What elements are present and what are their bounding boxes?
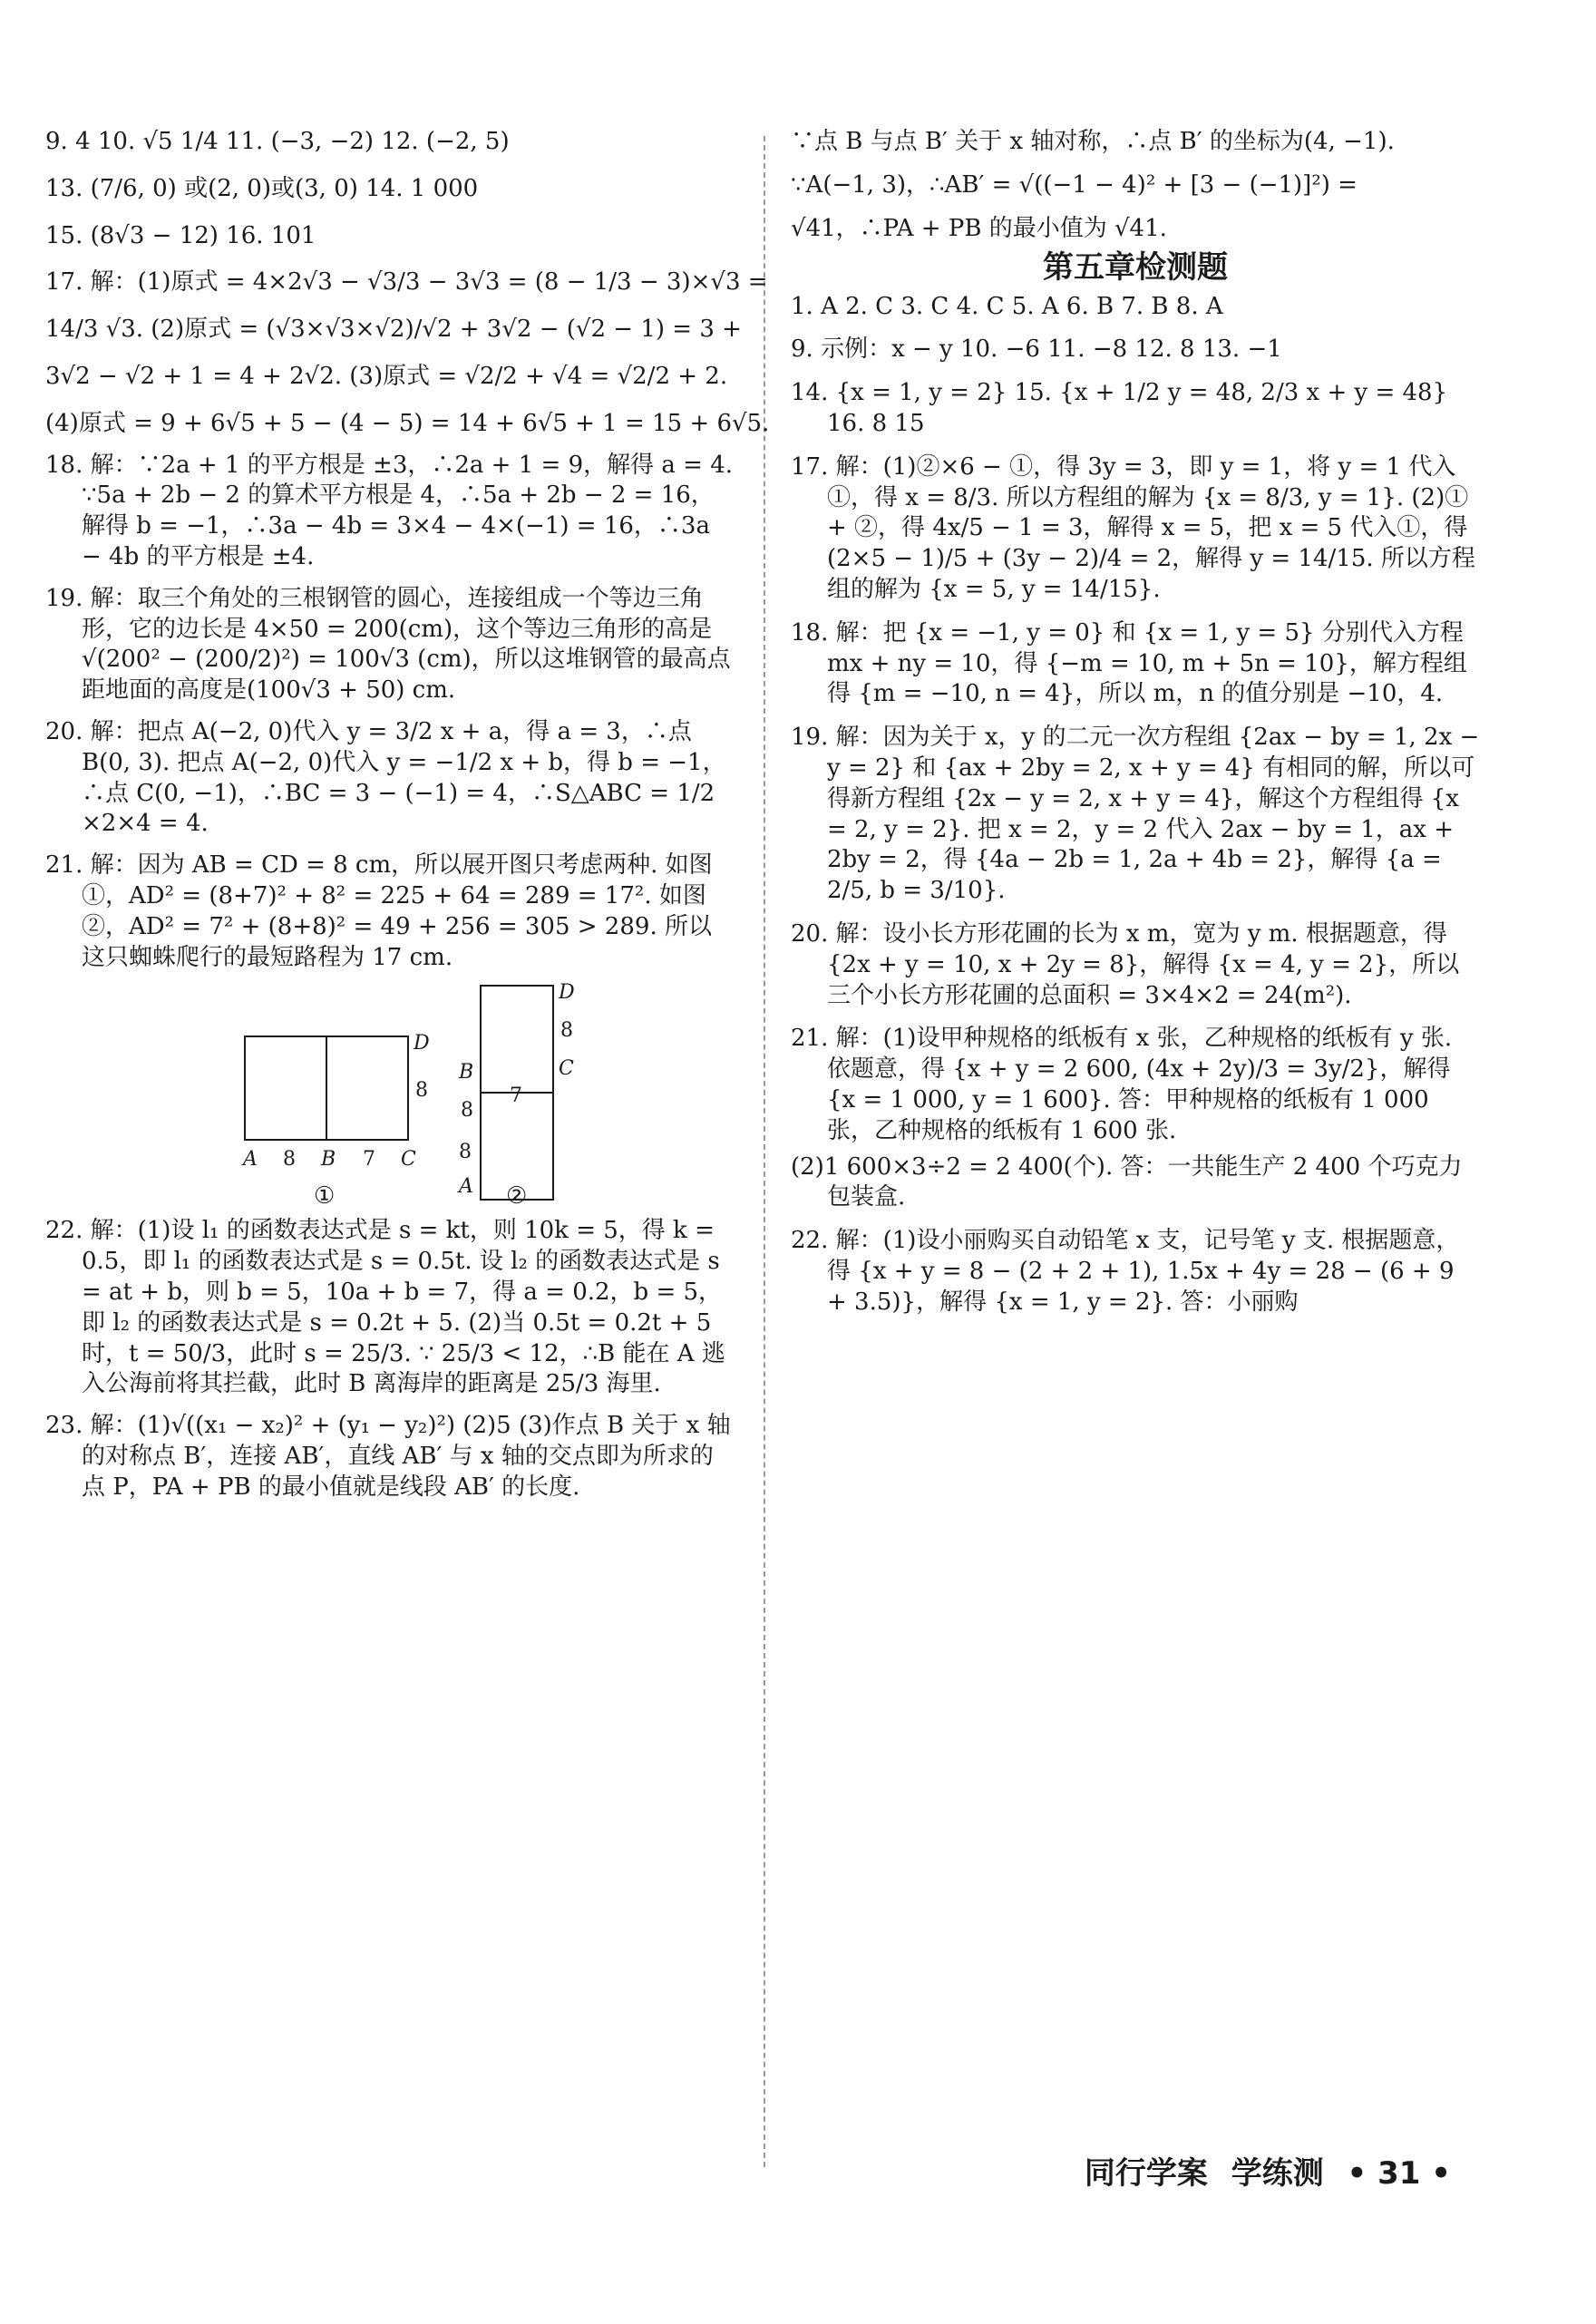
answer-17-line-4: (4)原式 = 9 + 6√5 + 5 − (4 − 5) = 14 + 6√5 + 1 = 15 + 6√5.: [45, 409, 770, 437]
fig1-label-c: C: [401, 1148, 416, 1172]
section-title: 第五章检测题: [1043, 249, 1228, 287]
column-divider: [764, 136, 765, 2167]
fig2-label-a: A: [459, 1175, 473, 1199]
answer-ch5-17: 17. 解：(1)②×6 − ①，得 3y = 3，即 y = 1，将 y = 1 代入①，得 x = 8/3. 所以方程组的解为 {x = 8/3, y = 1}. (2)① + ②，得 4x/5 − 1 = 3，解得 x = 5，把 x = 5 代入①，得 (2×5 − 1)/5 + (3y − 2)/4 = 2，解得 y = 14/15. 所以方程组的解为 {x = 5, y = 14/15}.: [791, 452, 1475, 603]
answer-ch5-18: 18. 解：把 {x = −1, y = 0} 和 {x = 1, y = 5} 分别代入方程 mx + ny = 10，得 {−m = 10, m + 5n = 10}，解方程组得 {m = −10, n = 4}，所以 m，n 的值分别是 −10，4.: [791, 618, 1467, 708]
answer-ch5-21: 21. 解：(1)设甲种规格的纸板有 x 张，乙种规格的纸板有 y 张. 依题意，得 {x + y = 2 600, (4x + 2y)/3 = 3y/2}，解得 {x = 1 000, y = 1 600}. 答：甲种规格的纸板有 1 000 张，乙种规格的纸板有 1 600 张.: [791, 1025, 1453, 1144]
fig1-label-bc: 7: [363, 1148, 375, 1172]
answer-23-cont-3: √41，∴PA + PB 的最小值为 √41.: [791, 214, 1167, 242]
net-diagram: [45, 977, 735, 1212]
answer-22: 22. 解：(1)设 l₁ 的函数表达式是 s = kt，则 10k = 5，得 k = 0.5，即 l₁ 的函数表达式是 s = 0.5t. 设 l₂ 的函数表达式是 s = at + b，则 b = 5，10a + b = 7，得 a = 0.2，b = 5，即 l₂ 的函数表达式是 s = 0.2t + 5. (2)当 0.5t = 0.2t + 5 时，t = 50/3，此时 s = 25/3. ∵ 25/3 < 12，∴B 能在 A 逃入公海前将其拦截，此时 B 离海岸的距离是 25/3 海里.: [45, 1217, 725, 1398]
answer-ch5-1-8: 1. A 2. C 3. C 4. C 5. A 6. B 7. B 8. A: [791, 292, 1223, 320]
fig2-label-c: C: [559, 1057, 574, 1081]
answer-19: 19. 解：取三个角处的三根钢管的圆心，连接组成一个等边三角形，它的边长是 4×50 = 200(cm)，这个等边三角形的高是 √(200² − (200/2)²) = 100√3 (cm)，所以这堆钢管的最高点距地面的高度是(100√3 + 50) cm.: [45, 584, 731, 705]
answer-ch5-14-16: 14. {x = 1, y = 2} 15. {x + 1/2 y = 48, 2/3 x + y = 48} 16. 8 15: [791, 379, 1448, 437]
fig2-label-mid: 7: [510, 1084, 522, 1108]
fig1-label-b: B: [321, 1148, 336, 1172]
answer-ch5-9-13: 9. 示例：x − y 10. −6 11. −8 12. 8 13. −1: [791, 335, 1282, 364]
footer-series: 学练测: [1231, 2155, 1324, 2192]
right-column: [791, 127, 1480, 1318]
answer-23-cont-1: ∵点 B 与点 B′ 关于 x 轴对称，∴点 B′ 的坐标为(4, −1).: [791, 128, 1395, 155]
fig2-label-bc: 8: [461, 1099, 473, 1123]
fig2-label-b: B: [459, 1061, 474, 1084]
answer-18: 18. 解：∵2a + 1 的平方根是 ±3，∴2a + 1 = 9，解得 a = 4. ∵5a + 2b − 2 的算术平方根是 4，∴5a + 2b − 2 = 16，解得 b = −1，∴3a − 4b = 3×4 − 4×(−1) = 16，∴3a − 4b 的平方根是 ±4.: [45, 451, 734, 570]
fig2-label-ab: 8: [459, 1141, 472, 1164]
answer-23-cont-2: ∵A(−1, 3)，∴AB′ = √((−1 − 4)² + [3 − (−1)]²) =: [791, 170, 1358, 199]
fig1-label-cd: 8: [415, 1079, 428, 1103]
fig1-caption: ①: [314, 1182, 336, 1211]
answer-17-line-1: 17. 解：(1)原式 = 4×2√3 − √3/3 − 3√3 = (8 − 1/3 − 3)×√3 =: [45, 268, 768, 297]
answer-23: 23. 解：(1)√((x₁ − x₂)² + (y₁ − y₂)²) (2)5 (3)作点 B 关于 x 轴的对称点 B′，连接 AB′，直线 AB′ 与 x 轴的交点即为所求的点 P，PA + PB 的最小值就是线段 AB′ 的长度.: [45, 1412, 731, 1501]
fig1-label-d: D: [414, 1032, 430, 1055]
answer-9-12: 9. 4 10. √5 1/4 11. (−3, −2) 12. (−2, 5): [45, 128, 510, 155]
net-figures: [45, 977, 735, 1212]
answer-17-line-3: 3√2 − √2 + 1 = 4 + 2√2. (3)原式 = √2/2 + √4 = √2/2 + 2.: [45, 362, 728, 390]
fig1-label-a: A: [243, 1148, 258, 1172]
answer-15-16: 15. (8√3 − 12) 16. 101: [45, 221, 316, 249]
answer-21: 21. 解：因为 AB = CD = 8 cm，所以展开图只考虑两种. 如图①，AD² = (8+7)² + 8² = 225 + 64 = 289 = 17². 如图②，AD² = 7² + (8+8)² = 49 + 256 = 305 > 289. 所以这只蜘蛛爬行的最短路程为 17 cm.: [45, 851, 713, 971]
page-number: • 31 •: [1347, 2155, 1451, 2192]
left-column: [45, 127, 770, 1503]
footer-brand: 同行学案: [1084, 2155, 1208, 2192]
answer-ch5-20: 20. 解：设小长方形花圃的长为 x m，宽为 y m. 根据题意，得 {2x + y = 10, x + 2y = 8}，解得 {x = 4, y = 2}，所以三个小长方形花圃的总面积 = 3×4×2 = 24(m²).: [791, 919, 1460, 1009]
answer-ch5-22: 22. 解：(1)设小丽购买自动铅笔 x 支，记号笔 y 支. 根据题意，得 {x + y = 8 − (2 + 2 + 1), 1.5x + 4y = 28 − (6 + 9 + 3.5)}，解得 {x = 1, y = 2}. 答：小丽购: [791, 1227, 1460, 1316]
answer-17-line-2: 14/3 √3. (2)原式 = (√3×√3×√2)/√2 + 3√2 − (√2 − 1) = 3 +: [45, 316, 742, 344]
answer-ch5-19: 19. 解：因为关于 x，y 的二元一次方程组 {2ax − by = 1, 2x − y = 2} 和 {ax + 2by = 2, x + y = 4} 有相同的解，所以可得新方程组 {2x − y = 2, x + y = 4}，解这个方程组得 {x = 2, y = 2}. 把 x = 2，y = 2 代入 2ax − by = 1，ax + 2by = 2，得 {4a − 2b = 1, 2a + 4b = 2}，解得 {a = 2/5, b = 3/10}.: [791, 724, 1480, 905]
fig2-caption: ②: [506, 1182, 528, 1211]
answer-20: 20. 解：把点 A(−2, 0)代入 y = 3/2 x + a，得 a = 3，∴点 B(0, 3). 把点 A(−2, 0)代入 y = −1/2 x + b，得 b = −1，∴点 C(0, −1)，∴BC = 3 − (−1) = 4，∴S△ABC = 1/2 ×2×4 = 4.: [45, 717, 726, 838]
fig1-label-ab: 8: [283, 1148, 296, 1172]
answer-13-14: 13. (7/6, 0) 或(2, 0)或(3, 0) 14. 1 000: [45, 174, 479, 202]
fig2-label-d: D: [559, 981, 575, 1005]
fig2-label-cd: 8: [560, 1019, 573, 1043]
page-footer: [1072, 2154, 1451, 2193]
answer-ch5-21-part2: (2)1 600×3÷2 = 2 400(个). 答：一共能生产 2 400 个巧克力包装盒.: [791, 1152, 1463, 1211]
